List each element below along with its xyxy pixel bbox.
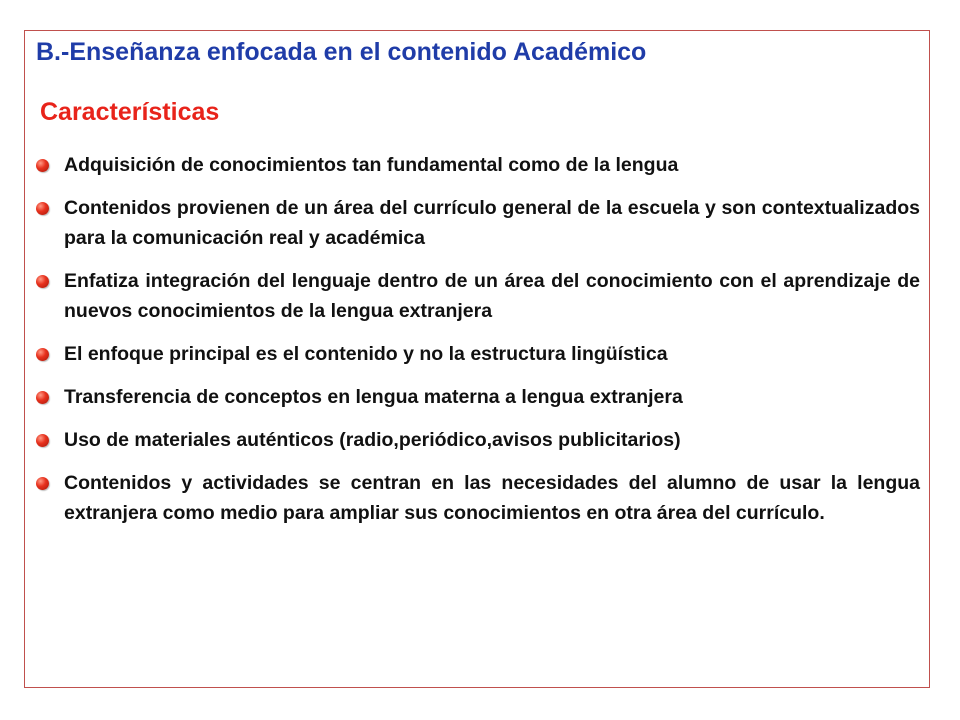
- bullet-text: Transferencia de conceptos en lengua materna a lengua extranjera: [64, 386, 683, 408]
- list-item: [36, 468, 920, 528]
- list-item: [36, 425, 920, 455]
- bullet-text: Uso de materiales auténticos (radio,periódico,avisos publicitarios): [64, 429, 681, 451]
- bullet-icon: [36, 202, 49, 215]
- bullet-icon: [36, 275, 49, 288]
- bullet-icon: [36, 434, 49, 447]
- list-item: [36, 382, 920, 412]
- bullet-icon: [36, 391, 49, 404]
- bullet-icon: [36, 477, 49, 490]
- list-item: [36, 150, 920, 180]
- bullet-text: Contenidos provienen de un área del currículo general de la escuela y son contextualizados para la comunicación real y académica: [64, 197, 920, 249]
- bullet-text: Contenidos y actividades se centran en las necesidades del alumno de usar la lengua extranjera como medio para ampliar sus conocimientos en otra área del currículo.: [64, 472, 920, 524]
- list-item: [36, 339, 920, 369]
- bullet-text: Enfatiza integración del lenguaje dentro de un área del conocimiento con el aprendizaje de nuevos conocimientos de la lengua extranjera: [64, 270, 920, 322]
- slide-title: B.-Enseñanza enfocada en el contenido Académico: [36, 38, 647, 66]
- bullet-text: Adquisición de conocimientos tan fundamental como de la lengua: [64, 154, 679, 176]
- list-item: [36, 266, 920, 326]
- list-item: [36, 193, 920, 253]
- bullet-icon: [36, 159, 49, 172]
- slide-subtitle: Características: [40, 98, 220, 126]
- bullet-icon: [36, 348, 49, 361]
- bullet-list: [36, 150, 920, 541]
- bullet-text: El enfoque principal es el contenido y no la estructura lingüística: [64, 343, 668, 365]
